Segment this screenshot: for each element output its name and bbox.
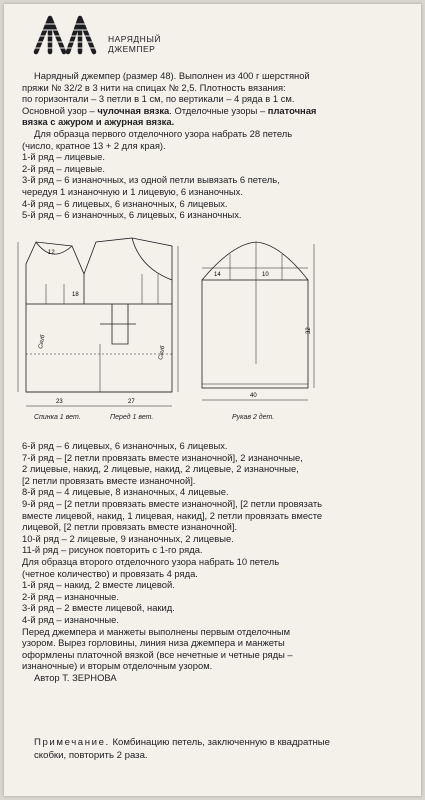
row-instruction: 2-й ряд – изнаночные. (22, 590, 119, 602)
intro-line: Нарядный джемпер (размер 48). Выполнен из 400 г шерстяной (34, 70, 310, 81)
title-line-1: НАРЯДНЫЙ (108, 34, 161, 44)
paragraph-line: оформлены платочной вязкой (все нечетные и четные ряды – (22, 648, 293, 660)
figure-label-back: Спинка 1 вет. (34, 414, 81, 421)
row-instruction: 2 лицевые, накид, 2 лицевые, накид, 2 лицевые, 2 изнаночные, (22, 463, 299, 475)
note-line (34, 736, 404, 749)
row-instruction: 4-й ряд – изнаночные. (22, 613, 119, 625)
intro-line (22, 105, 414, 117)
pattern-rows-text (22, 440, 414, 683)
dim-18-label: 18 (72, 292, 79, 298)
figure-label-front: Перед 1 вет. (110, 414, 154, 421)
paragraph-line: изнаночные) и вторым отделочным узором. (22, 660, 213, 672)
row-instruction: 3-й ряд – 6 изнаночных, из одной петли вывязать 6 петель, (22, 174, 280, 186)
dim-side-label-left: Сгиб (38, 334, 47, 350)
dim-side-label-right: Сгиб (158, 345, 167, 361)
dim-32-label: 32 (306, 327, 312, 334)
title-line-2: ДЖЕМПЕР (108, 44, 156, 54)
row-instruction: [2 петли провязать вместе изнаночной]. (22, 474, 196, 486)
row-instruction: 2-й ряд – лицевые. (22, 162, 105, 174)
row-instruction: 3-й ряд – 2 вместе лицевой, накид. (22, 602, 175, 614)
text-span-bold: чулочная вязка (97, 104, 170, 116)
pattern-diagram-sleeve (192, 234, 318, 410)
row-instruction: 11-й ряд – рисунок повторить с 1-го ряда. (22, 544, 203, 556)
row-instruction: 7-й ряд – [2 петли провязать вместе изнаночной], 2 изнаночные, (22, 451, 303, 463)
paragraph-line: (четное количество) и провязать 4 ряда. (22, 567, 198, 579)
intro-line: Для образца первого отделочного узора набрать 28 петель (34, 127, 293, 139)
intro-line: (число, кратное 13 + 2 для края). (22, 139, 166, 151)
dim-14-label: 14 (214, 272, 221, 278)
intro-text (22, 70, 414, 221)
note-line: скобки, повторить 2 раза. (34, 750, 148, 761)
row-instruction: лицевой, [2 петли провязать вместе изнаночной]. (22, 521, 238, 533)
figure-label-sleeve: Рукав 2 дет. (232, 414, 275, 421)
text-span-bold: платочная (267, 104, 317, 116)
row-instruction: 4-й ряд – 6 лицевых, 6 изнаночных, 6 лицевых. (22, 197, 228, 209)
paragraph-line: узором. Вырез горловины, линия низа джемпера и манжеты (22, 637, 285, 649)
row-instruction: 5-й ряд – 6 изнаночных, 6 лицевых, 6 изнаночных. (22, 209, 242, 221)
note-text: Комбинацию петель, заключенную в квадратные (109, 737, 330, 748)
dim-10-label: 10 (262, 272, 269, 278)
dim-23-label: 23 (56, 399, 63, 405)
article-title (108, 34, 161, 54)
row-instruction: 1-й ряд – накид, 2 вместе лицевой. (22, 579, 175, 591)
paragraph-line: Перед джемпера и манжеты выполнены первым отделочным (22, 625, 291, 637)
dim-27-label: 27 (128, 399, 135, 405)
author-credit: Автор Т. ЗЕРНОВА (34, 671, 117, 683)
paragraph-line: Для образца второго отделочного узора набрать 10 петель (22, 555, 280, 567)
dim-40-label: 40 (250, 393, 257, 399)
text-span: . Отделочные узоры – (169, 104, 268, 116)
note-label: Примечание. (34, 737, 110, 748)
row-instruction: 8-й ряд – 4 лицевые, 8 изнаночных, 4 лицевые. (22, 486, 229, 498)
intro-line: вязка с ажуром и ажурная вязка. (22, 116, 175, 128)
row-instruction: 6-й ряд – 6 лицевых, 6 изнаночных, 6 лицевых. (22, 440, 228, 451)
row-instruction: 1-й ряд – лицевые. (22, 151, 105, 163)
intro-line: пряжи № 32/2 в 3 нити на спицах № 2,5. Плотность вязания: (22, 81, 286, 93)
row-instruction: вместе лицевой, накид, 1 лицевая, накид], 2 петли провязать вместе (22, 509, 323, 521)
text-span: Основной узор – (22, 104, 98, 116)
magazine-page (4, 4, 421, 796)
dim-12-label: 12 (48, 250, 55, 256)
row-instruction: 9-й ряд – [2 петли провязать вместе изнаночной], [2 петли провязать (22, 497, 323, 509)
note-block (34, 736, 404, 762)
magazine-logo (28, 12, 104, 58)
pattern-diagram-body (12, 234, 180, 426)
row-instruction: чередуя 1 изнаночную и 1 лицевую, 6 изнаночных. (22, 185, 243, 197)
intro-line: по горизонтали – 3 петли в 1 см, по вертикали – 4 ряда в 1 см. (22, 93, 295, 105)
row-instruction: 10-й ряд – 2 лицевые, 9 изнаночных, 2 лицевые. (22, 532, 234, 544)
